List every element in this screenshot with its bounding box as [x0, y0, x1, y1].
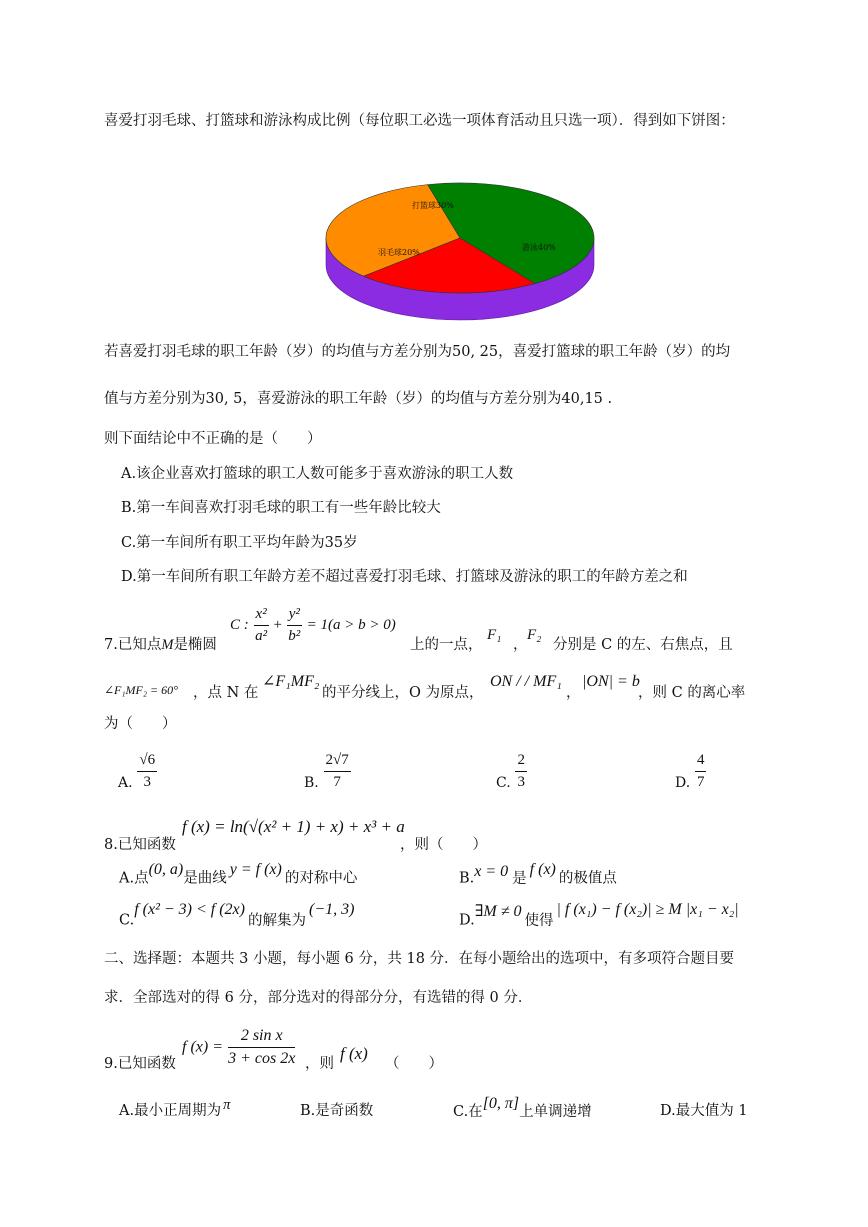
p7-abs: |ON| = b: [582, 673, 640, 690]
p8-prefix: 8.已知函数: [104, 837, 176, 853]
p7-foci-text: 分别是 C 的左、右焦点，且: [553, 637, 733, 653]
p9-function: f (x) = $\frac{\text{2 sin x}}{3 + \cos 2x}$: [182, 1027, 296, 1067]
p6-line1: 若喜爱打羽毛球的职工年龄（岁）的均值与方差分别为50, 25，喜爱打篮球的职工年龄（岁）的均: [104, 344, 731, 360]
p8-option-d: D.∃M ≠ 0使得| f (x₁) − f (x₂)| ≥ M |x₁ − x₂|: [459, 901, 739, 929]
p6-option-b: B.第一车间喜欢打羽毛球的职工有一些年龄比较大: [121, 500, 441, 516]
p6-line2: 值与方差分别为30, 5，喜爱游泳的职工年龄（岁）的均值与方差分别为40,15 .: [104, 391, 613, 407]
intro-text: 喜爱打羽毛球、打篮球和游泳构成比例（每位职工必选一项体育活动且只选一项）．得到如下饼图：: [104, 113, 735, 129]
p7-comma: ，: [513, 637, 528, 653]
p9-prefix: 9.已知函数: [104, 1056, 176, 1072]
p6-option-a: A.该企业喜欢打篮球的职工人数可能多于喜欢游泳的职工人数: [121, 466, 514, 482]
p7-ellipse-equation: C : $\frac{\text{x²}}{\text{a²}}$ + $\frac{\text{y²}}{\text{b²}}$ = 1(a > b > 0): [230, 606, 396, 644]
p7-option-c: C. $\frac{2}{3}$: [496, 752, 525, 791]
p7-option-a: A. $\frac{√6}{3}$: [118, 752, 156, 791]
p7-sep: ，: [566, 685, 581, 701]
p8-option-c: C.f (x² − 3) < f (2x)的解集为(−1, 3): [119, 901, 355, 929]
p8-option-b: B.x = 0 是f (x)的极值点: [459, 861, 617, 887]
pie-slice-label: 游泳40%: [522, 243, 556, 252]
p9-option-c: C.在[0, π]上单调递增: [453, 1095, 592, 1120]
p9-option-d: D.最大值为 1: [660, 1103, 748, 1119]
p9-f: f (x): [340, 1044, 368, 1063]
pie-chart: [320, 175, 600, 335]
section2-line1: 二、选择题：本题共 3 小题，每小题 6 分，共 18 分．在每小题给出的选项中，有多项符合题目要: [104, 951, 735, 967]
p9-option-a: A.最小正周期为 π: [119, 1097, 231, 1119]
p7-after-eq: 上的一点，: [410, 637, 483, 653]
p7-bisector: 的平分线上，O 为原点，: [322, 685, 484, 701]
p8-suffix: ，则（ ）: [400, 837, 487, 853]
p7-angle2: ∠F₁MF₂: [262, 673, 320, 690]
p7-prefix: 7.已知点M是椭圆: [104, 637, 217, 653]
p7-parallel: ON / / MF₁: [490, 673, 562, 690]
p9-then: ，则: [305, 1056, 334, 1072]
p8-function: f (x) = ln(√(x² + 1) + x) + x³ + a: [182, 817, 405, 836]
p6-option-c: C.第一车间所有职工平均年龄为35岁: [121, 535, 358, 551]
p7-f1: F₁: [487, 627, 502, 643]
section2-line2: 求．全部选对的得 6 分，部分选对的得部分分，有选错的得 0 分．: [104, 990, 533, 1006]
p7-point-n: ，点 N 在: [193, 685, 259, 701]
p9-option-b: B.是奇函数: [300, 1103, 374, 1119]
p7-ecc: ，则 C 的离心率: [638, 685, 746, 701]
p6-question: 则下面结论中不正确的是（ ）: [104, 431, 322, 447]
p7-angle: ∠F₁MF₂ = 60°: [104, 683, 178, 697]
p7-option-b: B. $\frac{2√7}{7}$: [304, 752, 349, 791]
p7-f2: F₂: [527, 627, 542, 643]
p7-m: M: [161, 637, 174, 653]
p7-wei: 为（ ）: [104, 716, 177, 732]
p9-paren: （ ）: [385, 1056, 443, 1072]
pie-slice-label: 羽毛球20%: [378, 248, 420, 257]
p7-option-d: D. $\frac{4}{7}$: [675, 752, 705, 791]
pie-slice-label: 打篮球30%: [412, 201, 454, 210]
p6-option-d: D.第一车间所有职工年龄方差不超过喜爱打羽毛球、打篮球及游泳的职工的年龄方差之和: [121, 569, 688, 585]
p8-option-a: A.点(0, a)是曲线y = f (x)的对称中心: [119, 861, 358, 887]
